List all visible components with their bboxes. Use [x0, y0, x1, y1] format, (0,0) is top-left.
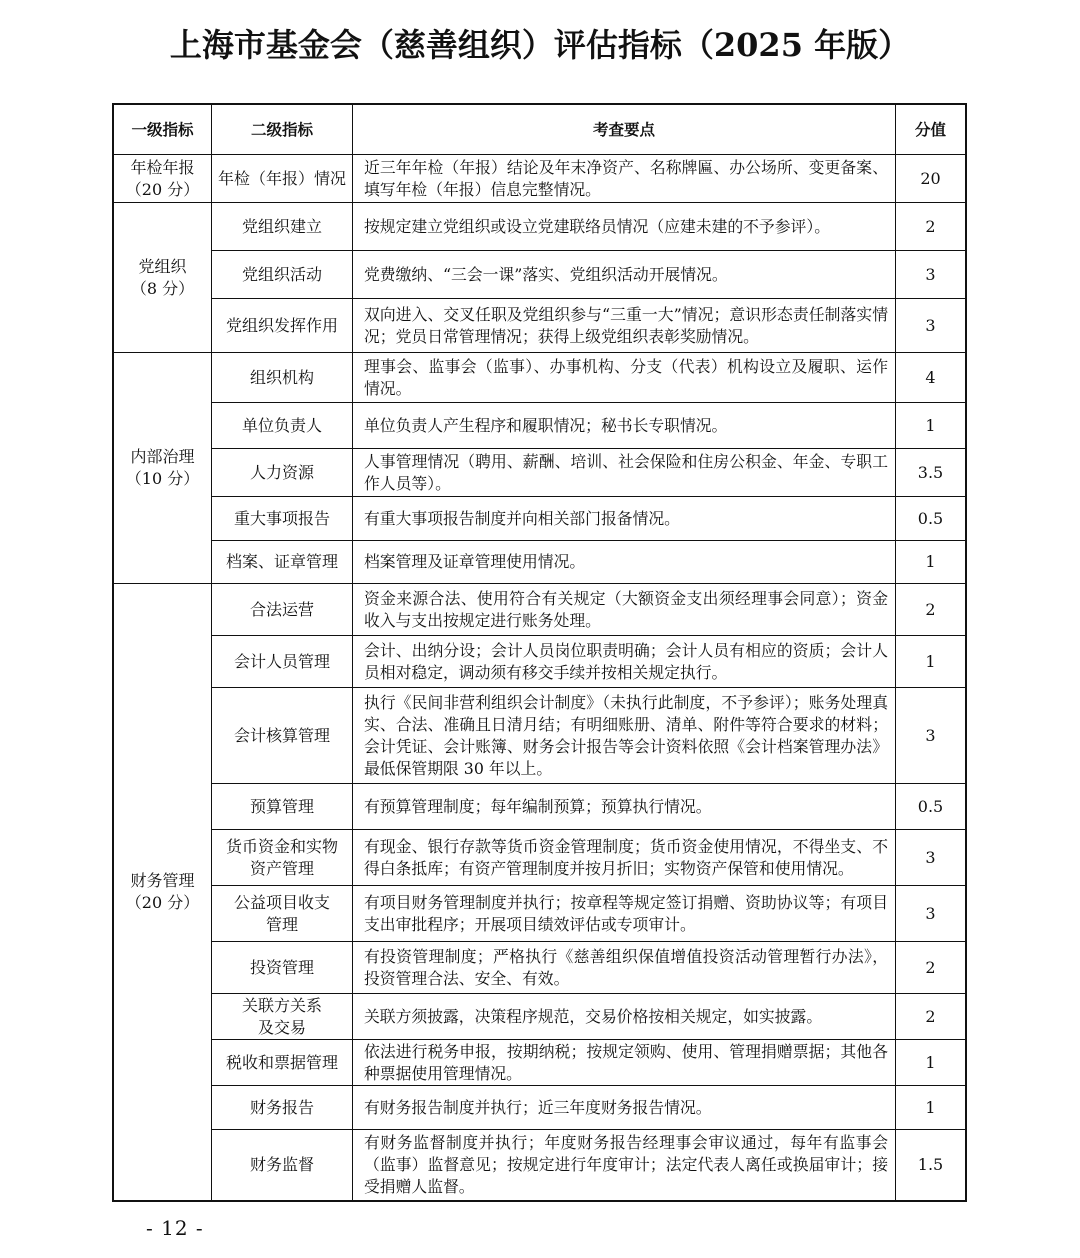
level2-indicator-cell: [212, 449, 353, 497]
level1-indicator-cell: [114, 353, 212, 584]
assessment-points-cell: [353, 449, 896, 497]
assessment-points: 执行《民间非营利组织会计制度》（未执行此制度，不予参评）；账务处理真实、合法、准确且日清月结；有明细账册、清单、附件等符合要求的材料；会计凭证、会计账簿、财务会计报告等会计资料依照《会计档案管理办法》最低保管期限 30 年以上。: [364, 692, 888, 778]
level2-indicator-cell: [212, 299, 353, 353]
level2-label: 年检（年报）情况: [217, 168, 346, 188]
score-value: 1: [896, 1040, 965, 1086]
score-value: 2: [896, 584, 965, 636]
score-value: 2: [896, 994, 965, 1040]
evaluation-index-table: [112, 103, 967, 1202]
score-value: 1: [896, 636, 965, 688]
level2-label-line: 关联方关系: [241, 995, 322, 1015]
header-assessment-points: 考查要点: [353, 105, 896, 155]
header-level2-indicator: 二级指标: [212, 105, 353, 155]
assessment-points: 档案管理及证章管理使用情况。: [364, 552, 586, 571]
assessment-points-cell: [353, 299, 896, 353]
score-value: 3: [896, 886, 965, 942]
level2-label: 财务监督: [249, 1155, 314, 1174]
assessment-points-cell: [353, 636, 896, 688]
level2-indicator-cell: [212, 584, 353, 636]
score-value: 3: [896, 251, 965, 299]
score-value: 3: [896, 830, 965, 886]
score-value: 20: [896, 155, 965, 203]
score-value: 3: [896, 688, 965, 784]
score-value: 1: [896, 403, 965, 449]
level1-name: 党组织: [138, 256, 187, 276]
assessment-points: 双向进入、交叉任职及党组织参与“三重一大”情况；意识形态责任制落实情况；党员日常管理情况；获得上级党组织表彰奖励情况。: [364, 304, 888, 346]
level2-label-line: 货币资金和实物: [225, 836, 338, 856]
assessment-points-cell: [353, 688, 896, 784]
score-value: 1: [896, 1086, 965, 1130]
level2-label: 合法运营: [249, 599, 314, 619]
assessment-points: 单位负责人产生程序和履职情况；秘书长专职情况。: [364, 415, 728, 435]
level1-name: 年检年报: [130, 157, 195, 177]
level2-indicator-cell: [212, 830, 353, 886]
assessment-points: 有财务报告制度并执行；近三年度财务报告情况。: [364, 1097, 712, 1117]
score-value: 4: [896, 353, 965, 403]
assessment-points: 有项目财务管理制度并执行；按章程等规定签订捐赠、资助协议等；有项目支出审批程序；开展项目绩效评估或专项审计。: [364, 892, 888, 934]
assessment-points: 有预算管理制度；每年编制预算；预算执行情况。: [364, 796, 712, 816]
assessment-points: 关联方须披露，决策程序规范，交易价格按相关规定，如实披露。: [364, 1006, 823, 1026]
level1-indicator-cell: [114, 203, 212, 353]
level2-indicator-cell: [212, 784, 353, 830]
assessment-points: 人事管理情况（聘用、薪酬、培训、社会保险和住房公积金、年金、专职工作人员等）。: [364, 451, 888, 493]
score-value: 0.5: [896, 784, 965, 830]
level2-indicator-cell: [212, 403, 353, 449]
assessment-points-cell: [353, 994, 896, 1040]
level2-label: 税收和票据管理: [225, 1052, 338, 1072]
header-score: 分值: [896, 105, 965, 155]
assessment-points: 有重大事项报告制度并向相关部门报备情况。: [364, 508, 680, 528]
assessment-points-cell: [353, 251, 896, 299]
level1-indicator-cell: [114, 584, 212, 1200]
score-value: 3: [896, 299, 965, 353]
level2-indicator-cell: [212, 155, 353, 203]
assessment-points-cell: [353, 784, 896, 830]
level2-label: 人力资源: [249, 462, 314, 482]
level1-score: （8 分）: [130, 278, 195, 298]
level2-label: 档案、证章管理: [225, 552, 338, 571]
header-level1-indicator: 一级指标: [114, 105, 212, 155]
level2-indicator-cell: [212, 636, 353, 688]
level2-label: 会计人员管理: [233, 651, 330, 671]
assessment-points-cell: [353, 497, 896, 541]
level2-indicator-cell: [212, 1130, 353, 1200]
level1-indicator-cell: [114, 155, 212, 203]
level2-label: 党组织建立: [241, 216, 322, 236]
assessment-points: 有现金、银行存款等货币资金管理制度；货币资金使用情况，不得坐支、不得白条抵库；有资产管理制度并按月折旧；实物资产保管和使用情况。: [364, 836, 888, 878]
level2-label-line: 及交易: [257, 1017, 306, 1037]
level2-indicator-cell: [212, 688, 353, 784]
level2-indicator-cell: [212, 942, 353, 994]
level2-indicator-cell: [212, 994, 353, 1040]
level1-score: （10 分）: [125, 469, 200, 488]
assessment-points: 近三年年检（年报）结论及年末净资产、名称牌匾、办公场所、变更备案、填写年检（年报）信息完整情况。: [364, 157, 888, 199]
assessment-points: 党费缴纳、“三会一课”落实、党组织活动开展情况。: [364, 264, 728, 284]
level2-label-line: 管理: [265, 914, 298, 934]
assessment-points-cell: [353, 541, 896, 584]
level2-indicator-cell: [212, 203, 353, 251]
assessment-points: 按规定建立党组织或设立党建联络员情况（应建未建的不予参评）。: [364, 216, 831, 236]
level2-label-line: 资产管理: [249, 858, 314, 878]
score-value: 3.5: [896, 449, 965, 497]
assessment-points: 理事会、监事会（监事）、办事机构、分支（代表）机构设立及履职、运作情况。: [364, 356, 888, 398]
assessment-points-cell: [353, 584, 896, 636]
level2-indicator-cell: [212, 251, 353, 299]
level2-label: 党组织发挥作用: [225, 315, 338, 335]
level1-name: 财务管理: [130, 871, 195, 890]
assessment-points-cell: [353, 1130, 896, 1200]
level2-label: 单位负责人: [241, 415, 322, 435]
level2-indicator-cell: [212, 497, 353, 541]
assessment-points: 有财务监督制度并执行；年度财务报告经理事会审议通过，每年有监事会（监事）监督意见；按规定进行年度审计；法定代表人离任或换届审计；接受捐赠人监督。: [364, 1133, 888, 1196]
assessment-points-cell: [353, 942, 896, 994]
level2-label: 党组织活动: [241, 264, 322, 284]
level2-indicator-cell: [212, 541, 353, 584]
level2-indicator-cell: [212, 1040, 353, 1086]
score-value: 1.5: [917, 1155, 944, 1174]
assessment-points: 依法进行税务申报，按期纳税；按规定领购、使用、管理捐赠票据；其他各种票据使用管理情况。: [364, 1041, 888, 1083]
level1-name: 内部治理: [130, 447, 195, 466]
level2-indicator-cell: [212, 886, 353, 942]
assessment-points: 有投资管理制度；严格执行《慈善组织保值增值投资活动管理暂行办法》，投资管理合法、安全、有效。: [364, 946, 888, 988]
assessment-points-cell: [353, 353, 896, 403]
level2-indicator-cell: [212, 1086, 353, 1130]
level2-label: 财务报告: [249, 1097, 314, 1117]
assessment-points-cell: [353, 403, 896, 449]
level2-label: 重大事项报告: [233, 508, 330, 528]
level2-label: 预算管理: [249, 796, 314, 816]
level1-score: （20 分）: [125, 179, 200, 199]
score-value: 2: [896, 942, 965, 994]
level1-score: （20 分）: [125, 893, 200, 912]
assessment-points-cell: [353, 830, 896, 886]
page-number: - 12 -: [146, 1216, 204, 1240]
score-value: 1: [896, 541, 965, 584]
level2-indicator-cell: [212, 353, 353, 403]
assessment-points: 资金来源合法、使用符合有关规定（大额资金支出须经理事会同意）；资金收入与支出按规定进行账务处理。: [364, 588, 888, 630]
assessment-points: 会计、出纳分设；会计人员岗位职责明确；会计人员有相应的资质；会计人员相对稳定，调动须有移交手续并按相关规定执行。: [364, 640, 888, 682]
assessment-points-cell: [353, 1086, 896, 1130]
assessment-points-cell: [353, 155, 896, 203]
level2-label: 组织机构: [249, 367, 314, 387]
level2-label: 会计核算管理: [233, 725, 330, 745]
score-value: 0.5: [896, 497, 965, 541]
level2-label: 投资管理: [249, 957, 314, 977]
page-title: 上海市基金会（慈善组织）评估指标（2025 年版）: [169, 26, 911, 64]
assessment-points-cell: [353, 1040, 896, 1086]
assessment-points-cell: [353, 203, 896, 251]
assessment-points-cell: [353, 886, 896, 942]
level2-label-line: 公益项目收支: [233, 892, 330, 912]
score-value: 2: [896, 203, 965, 251]
